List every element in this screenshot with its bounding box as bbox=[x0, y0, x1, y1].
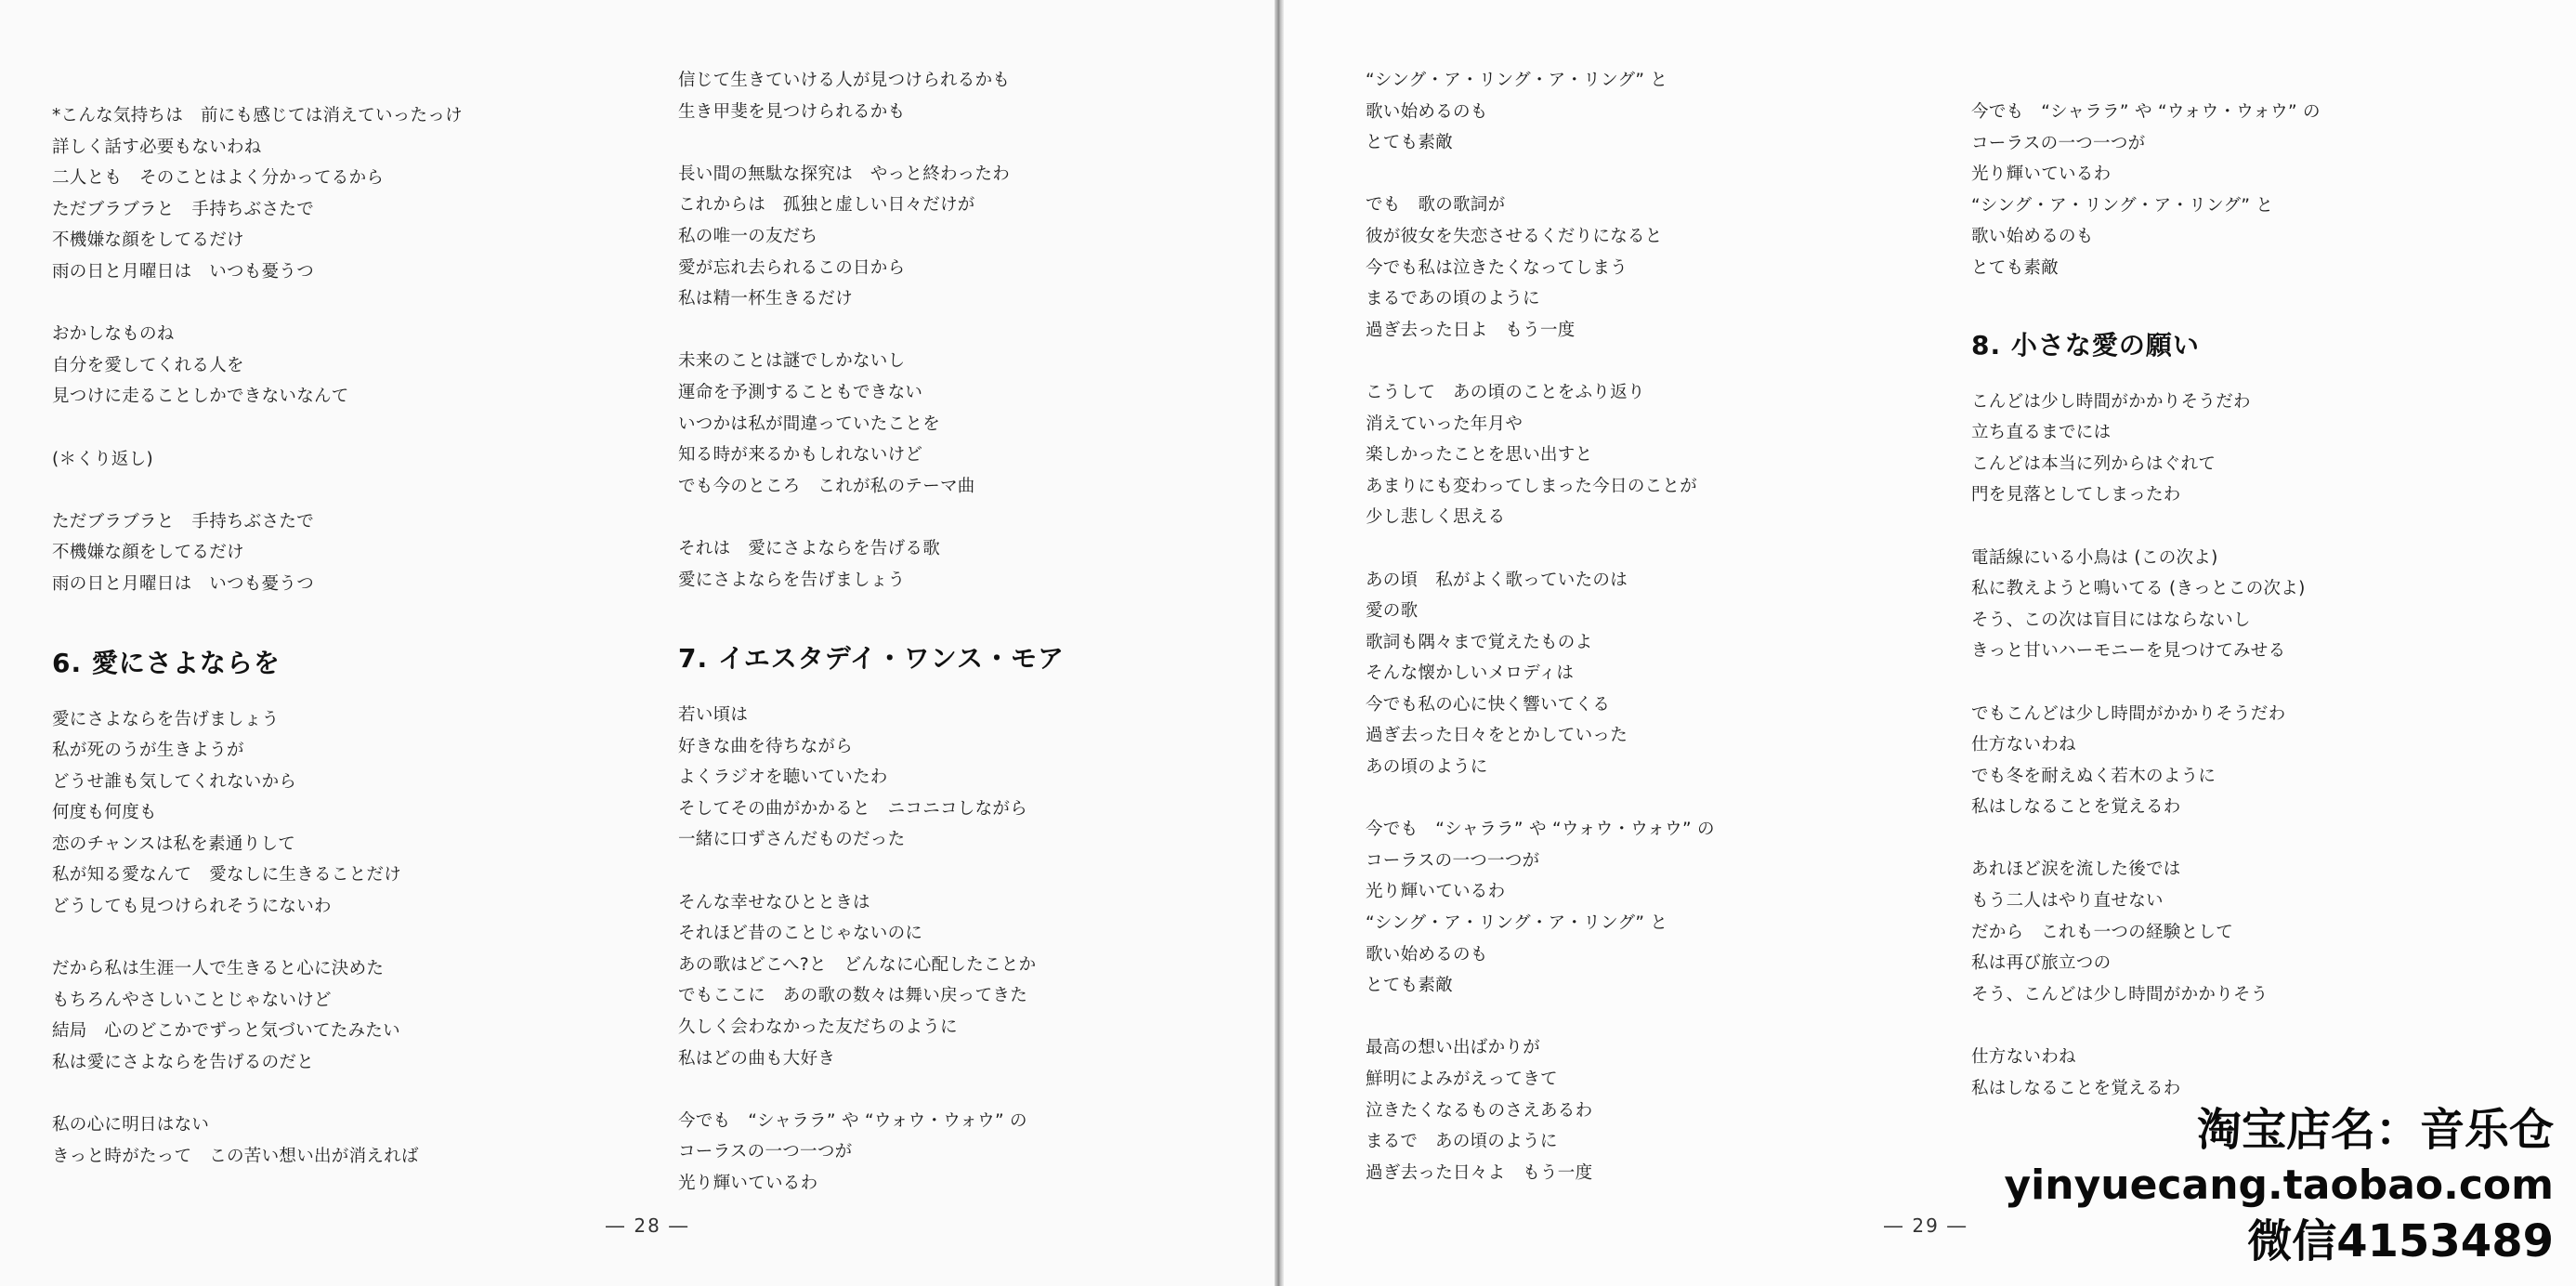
lyric-line: 自分を愛してくれる人を bbox=[52, 355, 244, 375]
lyric-line: 愛にさよならを告げましょう bbox=[52, 709, 280, 729]
verse bbox=[52, 704, 628, 923]
watermark-shop-name: 淘宝店名：音乐仓 bbox=[2196, 1104, 2554, 1156]
lyric-line: 知る時が来るかもしれないけど bbox=[678, 445, 923, 466]
lyric-line: ただブラブラと 手持ちぶさたで bbox=[52, 199, 315, 219]
lyric-line: 私の心に明日はない bbox=[52, 1115, 210, 1135]
lyric-line: それほど昔のことじゃないのに bbox=[678, 924, 923, 944]
watermark-url: yinyuecang.taobao.com bbox=[2004, 1161, 2554, 1209]
lyric-line: 少し悲しく思える bbox=[1366, 507, 1506, 528]
verse bbox=[1366, 377, 1942, 533]
lyric-line: 今でも私は泣きたくなってしまう bbox=[1366, 257, 1628, 278]
lyric-line: “シング・ア・リング・ア・リング” と bbox=[1366, 71, 1668, 90]
lyric-line: あの頃 私がよく歌っていたのは bbox=[1366, 570, 1628, 590]
lyric-line: とても素敵 bbox=[1971, 257, 2059, 278]
lyric-line: 愛が忘れ去られるこの日から bbox=[678, 257, 906, 278]
lyric-line: これからは 孤独と虚しい日々だけが bbox=[678, 195, 975, 216]
lyric-line: 何度も何度も bbox=[52, 803, 157, 823]
verse bbox=[52, 100, 628, 288]
lyric-line: 愛の歌 bbox=[1366, 601, 1419, 622]
lyric-line: とても素敵 bbox=[1366, 133, 1454, 153]
lyric-line: 若い頃は bbox=[678, 705, 749, 726]
lyric-line: 見つけに走ることしかできないなんて bbox=[52, 387, 349, 407]
lyric-line: 過ぎ去った日よ もう一度 bbox=[1366, 320, 1576, 340]
lyric-line: 光り輝いているわ bbox=[1971, 164, 2112, 185]
verse bbox=[678, 700, 1254, 856]
right-page bbox=[1284, 0, 2576, 1286]
lyric-line: でもこんどは少し時間がかかりそうだわ bbox=[1971, 703, 2286, 724]
lyric-line: 歌い始めるのも bbox=[1971, 227, 2094, 247]
lyric-line: 詳しく話す必要もないわね bbox=[52, 137, 262, 157]
watermark-wechat: 微信4153489 bbox=[2247, 1215, 2554, 1267]
repeat-marker bbox=[52, 444, 628, 476]
lyric-line: 雨の日と月曜日は いつも憂うつ bbox=[52, 573, 315, 594]
lyric-line: でもここに あの歌の数々は舞い戻ってきた bbox=[678, 986, 1028, 1006]
lyric-line: 不機嫌な顔をしてるだけ bbox=[52, 543, 244, 563]
lyric-line: とても素敵 bbox=[1366, 976, 1454, 996]
lyric-line: そんな懐かしいメロディは bbox=[1366, 663, 1575, 684]
lyric-line: 楽しかったことを思い出すと bbox=[1366, 445, 1593, 466]
lyric-line: こんどは本当に列からはぐれて bbox=[1971, 453, 2216, 474]
lyric-line: コーラスの一つ一つが bbox=[1366, 850, 1540, 871]
lyric-line: それは 愛にさよならを告げる歌 bbox=[678, 538, 941, 558]
lyric-line: 久しく会わなかった友だちのように bbox=[678, 1017, 958, 1038]
lyric-line: 過ぎ去った日々よ もう一度 bbox=[1366, 1162, 1593, 1183]
lyric-line: よくラジオを聴いていたわ bbox=[678, 768, 888, 788]
lyric-line: 仕方ないわね bbox=[1971, 735, 2076, 755]
lyric-line: きっと時がたって この苦い想い出が消えれば bbox=[52, 1146, 419, 1166]
lyric-line: こんどは少し時間がかかりそうだわ bbox=[1971, 391, 2251, 412]
lyric-line: 私に教えようと鳴いてる (きっとこの次よ) bbox=[1971, 579, 2306, 599]
page-number: ― 29 ― bbox=[1884, 1214, 1968, 1237]
left-page bbox=[0, 0, 1275, 1286]
lyric-line: 好きな曲を待ちながら bbox=[678, 736, 854, 756]
right-column-1 bbox=[1366, 65, 1942, 1188]
lyric-line: 一緒に口ずさんだものだった bbox=[678, 830, 906, 850]
lyric-line: 歌い始めるのも bbox=[1366, 944, 1488, 964]
lyric-line: (＊くり返し) bbox=[52, 449, 154, 469]
lyric-line: 結局 心のどこかでずっと気づいてたみたい bbox=[52, 1021, 400, 1042]
lyric-line: でも 歌の歌詞が bbox=[1366, 195, 1506, 216]
lyric-line: あの頃のように bbox=[1366, 757, 1488, 778]
lyric-line: 私はどの曲も大好き bbox=[678, 1048, 836, 1069]
verse bbox=[1971, 387, 2547, 511]
lyric-line: そんな幸せなひとときは bbox=[678, 892, 870, 912]
verse bbox=[1366, 814, 1942, 1002]
lyric-line: 私は精一杯生きるだけ bbox=[678, 289, 854, 309]
right-column-2 bbox=[1971, 97, 2547, 1104]
lyric-line: コーラスの一つ一つが bbox=[678, 1142, 853, 1162]
lyric-line: 私が知る愛なんて 愛なしに生きることだけ bbox=[52, 865, 402, 886]
song-title: 6. 愛にさよならを bbox=[52, 647, 281, 678]
lyric-line: でも冬を耐えぬく若木のように bbox=[1971, 766, 2216, 786]
lyric-line: そう、こんどは少し時間がかかりそう bbox=[1971, 984, 2269, 1004]
lyric-line: 二人とも そのことはよく分かってるから bbox=[52, 168, 385, 189]
verse bbox=[678, 1106, 1254, 1200]
lyric-line: きっと甘いハーモニーを見つけてみせる bbox=[1971, 641, 2286, 662]
lyric-line: 私は再び旅立つの bbox=[1971, 953, 2112, 974]
lyric-line: 信じて生きていける人が見つけられるかも bbox=[678, 71, 1011, 90]
lyric-line: 鮮明によみがえってきて bbox=[1366, 1069, 1558, 1089]
verse bbox=[678, 159, 1254, 315]
lyric-line: いつかは私が間違っていたことを bbox=[678, 413, 941, 434]
lyric-line: そしてその曲がかかると ニコニコしながら bbox=[678, 798, 1028, 819]
verse bbox=[1971, 97, 2547, 284]
lyric-line: まるであの頃のように bbox=[1366, 289, 1540, 309]
lyric-line: 立ち直るまでには bbox=[1971, 423, 2112, 443]
verse bbox=[52, 953, 628, 1078]
verse bbox=[52, 1109, 628, 1172]
verse bbox=[52, 506, 628, 600]
lyric-line: でも今のところ これが私のテーマ曲 bbox=[678, 476, 975, 496]
lyric-line: おかしなものね bbox=[52, 324, 175, 345]
lyric-line: *こんな気持ちは 前にも感じては消えていったっけ bbox=[52, 106, 463, 125]
left-column-2 bbox=[678, 65, 1254, 1200]
shop-watermark bbox=[2005, 1102, 2555, 1269]
lyric-line: 電話線にいる小鳥は (この次よ) bbox=[1971, 547, 2218, 568]
lyric-line: 光り輝いているわ bbox=[678, 1174, 818, 1193]
lyric-line: 長い間の無駄な探究は やっと終わったわ bbox=[678, 164, 1011, 184]
verse bbox=[678, 65, 1254, 127]
lyric-line: 今でも “シャララ” や “ウォウ・ウォウ” の bbox=[1971, 102, 2321, 122]
lyric-line: 光り輝いているわ bbox=[1366, 882, 1506, 902]
lyric-line: 生き甲斐を見つけられるかも bbox=[678, 101, 906, 122]
lyric-line: 私が死のうが生きようが bbox=[52, 741, 244, 761]
book-gutter bbox=[1275, 0, 1284, 1286]
lyric-line: 今でも私の心に快く響いてくる bbox=[1366, 694, 1611, 715]
lyric-line: 消えていった年月や bbox=[1366, 413, 1523, 434]
verse bbox=[1366, 190, 1942, 346]
lyric-line: 恋のチャンスは私を素通りして bbox=[52, 833, 296, 854]
lyric-line: 門を見落としてしまったわ bbox=[1971, 485, 2181, 505]
lyric-line: あれほど涙を流した後では bbox=[1971, 860, 2181, 880]
song-title: 7. イエスタデイ・ワンス・モア bbox=[678, 643, 1065, 675]
verse bbox=[1971, 854, 2547, 1010]
lyric-line: 今でも “シャララ” や “ウォウ・ウォウ” の bbox=[1366, 820, 1715, 840]
lyric-line: あまりにも変わってしまった今日のことが bbox=[1366, 476, 1698, 496]
verse bbox=[52, 319, 628, 413]
lyric-line: ただブラブラと 手持ちぶさたで bbox=[52, 511, 315, 531]
lyric-line: 愛にさよならを告げましょう bbox=[678, 570, 906, 590]
left-column-1 bbox=[52, 100, 628, 1172]
lyric-line: 雨の日と月曜日は いつも憂うつ bbox=[52, 261, 315, 282]
lyric-line: だから これも一つの経験として bbox=[1971, 922, 2234, 942]
lyric-line: 私はしなることを覚えるわ bbox=[1971, 1078, 2181, 1098]
lyric-line: 歌詞も隅々まで覚えたものよ bbox=[1366, 632, 1593, 652]
verse bbox=[678, 887, 1254, 1075]
lyric-line: 私の唯一の友だち bbox=[678, 226, 818, 246]
lyric-line: 不機嫌な顔をしてるだけ bbox=[52, 230, 244, 251]
lyric-line: あの歌はどこへ?と どんなに心配したことか bbox=[678, 954, 1037, 975]
lyric-line: そう、この次は盲目にはならないし bbox=[1971, 610, 2251, 630]
verse bbox=[1971, 1042, 2547, 1104]
lyric-line: 過ぎ去った日々をとかしていった bbox=[1366, 726, 1628, 746]
lyric-line: 泣きたくなるものさえあるわ bbox=[1366, 1100, 1593, 1121]
lyric-line: こうして あの頃のことをふり返り bbox=[1366, 382, 1645, 402]
lyric-line: 仕方ないわね bbox=[1971, 1047, 2076, 1068]
lyric-line: もちろんやさしいことじゃないけど bbox=[52, 990, 332, 1010]
lyric-line: どうせ誰も気してくれないから bbox=[52, 771, 297, 792]
lyric-line: 歌い始めるのも bbox=[1366, 101, 1488, 122]
lyric-line: コーラスの一つ一つが bbox=[1971, 133, 2146, 153]
verse bbox=[1971, 699, 2547, 823]
lyric-line: だから私は生涯一人で生きると心に決めた bbox=[52, 959, 385, 979]
lyric-line: 私はしなることを覚えるわ bbox=[1971, 797, 2181, 818]
lyric-line: “シング・ア・リング・ア・リング” と bbox=[1971, 195, 2274, 216]
page-number: ― 28 ― bbox=[606, 1214, 690, 1237]
lyric-line: 運命を予測することもできない bbox=[678, 382, 923, 402]
lyric-line: 私は愛にさよならを告げるのだと bbox=[52, 1053, 315, 1073]
lyric-line: 最高の想い出ばかりが bbox=[1366, 1038, 1541, 1058]
verse bbox=[678, 533, 1254, 596]
lyric-line: どうしても見つけられそうにないわ bbox=[52, 897, 332, 917]
verse bbox=[1366, 565, 1942, 783]
verse bbox=[1971, 543, 2547, 667]
verse bbox=[1366, 65, 1942, 159]
lyric-line: “シング・ア・リング・ア・リング” と bbox=[1366, 913, 1668, 934]
song-title: 8. 小さな愛の願い bbox=[1971, 329, 2200, 361]
lyric-line: 彼が彼女を失恋させるくだりになると bbox=[1366, 226, 1663, 246]
lyric-line: もう二人はやり直せない bbox=[1971, 891, 2164, 912]
lyric-line: 未来のことは謎でしかないし bbox=[678, 351, 906, 372]
verse bbox=[1366, 1032, 1942, 1188]
verse bbox=[678, 346, 1254, 502]
lyric-line: 今でも “シャララ” や “ウォウ・ウォウ” の bbox=[678, 1110, 1027, 1131]
lyric-line: まるで あの頃のように bbox=[1366, 1132, 1558, 1152]
